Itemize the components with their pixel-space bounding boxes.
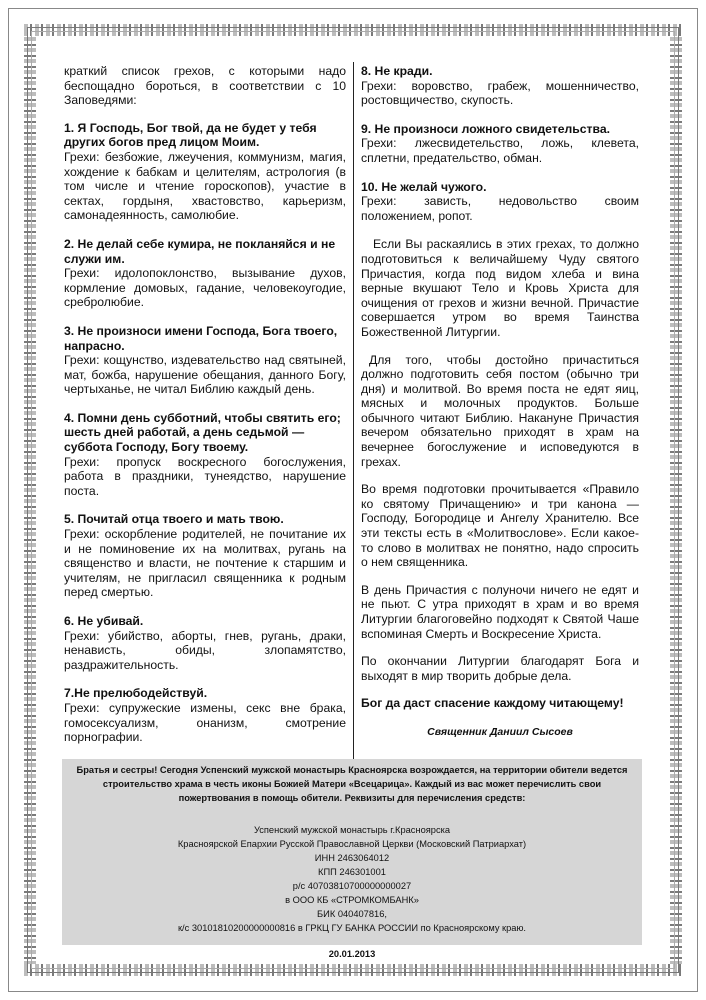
commandment-3-sins: Грехи: кощунство, издевательство над святыней, мат, божба, нарушение обещания, данного Богу, чертыханье, не читал Библию каждый день. xyxy=(64,353,346,397)
communion-paragraph: Если Вы раскаялись в этих грехах, то должно подготовиться к величайшему Чуду святого Причастия, когда под видом хлеба и вина верные вкушают Тело и Кровь Христа для очищения от грехов и жизни вечной. Причастие совершается утром во время Таинства Божественной Литургии. xyxy=(361,237,639,339)
commandment-6-heading: 6. Не убивай. xyxy=(64,614,144,628)
right-column xyxy=(361,64,639,740)
commandment-4-sins: Грехи: пропуск воскресного богослужения, работа в праздники, тунеядство, нарушение поста. xyxy=(64,454,346,498)
commandment-10-heading: 10. Не желай чужого. xyxy=(361,179,487,194)
donation-box xyxy=(62,759,642,959)
donation-appeal: Братья и сестры! Сегодня Успенский мужской монастырь Красноярска возрождается, на территории обители ведется строительство храма в честь иконы Божией Матери «Всецарица». Каждый из вас может перечислить свои пожертвования в помощь обители. Реквизиты для перечисления средств: xyxy=(76,765,628,803)
communion-day-paragraph: В день Причастия с полуночи ничего не едят и не пьют. С утра приходят в храм и во время Литургии благоговейно подходят к Святой Чаше вспоминая Смерть и Воскресение Христа. xyxy=(361,582,639,641)
commandment-6-sins: Грехи: убийство, аборты, гнев, ругань, драки, ненависть, обиды, злопамятство, раздражительность. xyxy=(64,628,346,672)
fasting-paragraph: Для того, чтобы достойно причаститься должно подготовить себя постом (обычно три дня) и молитвой. Во время поста не едят яиц, мясных и молочных продуктов. Больше обычного читают Библию. Накануне Причастия вечером обязательно приходят в храм на вечернее богослужение и исповедуются в грехах. xyxy=(361,352,639,469)
blessing-line: Бог да даст спасение каждому читающему! xyxy=(361,696,624,711)
left-column xyxy=(64,64,346,759)
requisite-line: к/с 30101810200000000816 в ГРКЦ ГУ БАНКА РОССИИ по Красноярскому краю. xyxy=(177,923,527,933)
column-divider xyxy=(353,62,354,760)
commandment-3-heading: 3. Не произноси имени Господа, Бога твоего, напрасно. xyxy=(64,323,338,353)
intro-text: краткий список грехов, с которыми надо беспощадно бороться, в соответствии с 10 Заповедями: xyxy=(64,64,346,108)
commandment-1-sins: Грехи: безбожие, лжеучения, коммунизм, магия, хождение к бабкам и целителям, астрология (в том числе и чтение гороскопов), участие в сектах, гордыня, хвастовство, карьеризм, самонадеянность, самолюбие. xyxy=(64,149,346,223)
requisite-line: БИК 040407816, xyxy=(317,909,387,919)
requisite-line: в ООО КБ «СТРОМКОМБАНК» xyxy=(285,895,419,905)
commandment-9-heading: 9. Не произноси ложного свидетельства. xyxy=(361,121,611,136)
commandment-4-heading: 4. Помни день субботний, чтобы святить его; шесть дней работай, а день седьмой — суббота Господу, Богу твоему. xyxy=(64,410,341,455)
commandment-5-sins: Грехи: оскорбление родителей, не почитание их и не поминовение их на молитвах, ругань на священство и власти, не почтение к старшим и учителям, не пригласил священника к родным перед смертью. xyxy=(64,527,346,600)
requisite-line: КПП 246301001 xyxy=(318,867,386,877)
requisite-line: ИНН 2463064012 xyxy=(314,853,390,863)
requisite-line: Красноярской Епархии Русской Православной Церкви (Московский Патриархат) xyxy=(177,839,527,849)
commandment-10-sins: Грехи: зависть, недовольство своим положением, ропот. xyxy=(361,194,639,223)
commandment-7-heading: 7.Не прелюбодействуй. xyxy=(64,686,208,701)
requisite-line: р/с 40703810700000000027 xyxy=(292,881,412,891)
requisite-line: Успенский мужской монастырь г.Красноярска xyxy=(253,825,451,835)
author-signature: Священник Даниил Сысоев xyxy=(427,725,573,738)
prayer-rule-paragraph: Во время подготовки прочитывается «Правило ко святому Причащению» и три канона — Господу, Богородице и Ангелу Хранителю. Все эти тексты есть в «Молитвослове». Если какое-то слово в молитвах не понятно, надо спросить о нем священника. xyxy=(361,482,639,570)
commandment-1-heading: 1. Я Господь, Бог твой, да не будет у тебя других богов пред лицом Моим. xyxy=(64,120,317,150)
commandment-8-sins: Грехи: воровство, грабеж, мошенничество, ростовщичество, скупость. xyxy=(361,78,639,108)
issue-date: 20.01.2013 xyxy=(328,949,376,959)
after-liturgy-paragraph: По окончании Литургии благодарят Бога и выходят в мир творить добрые дела. xyxy=(361,654,639,683)
commandment-7-sins: Грехи: супружеские измены, секс вне брака, гомосексуализм, онанизм, смотрение порнографии. xyxy=(64,700,346,745)
commandment-2-heading: 2. Не делай себе кумира, не покланяйся и не служи им. xyxy=(64,236,336,266)
commandment-9-sins: Грехи: лжесвидетельство, ложь, клевета, сплетни, предательство, обман. xyxy=(361,136,639,165)
bank-requisites xyxy=(68,823,636,935)
commandment-8-heading: 8. Не кради. xyxy=(361,64,433,78)
commandment-2-sins: Грехи: идолопоклонство, вызывание духов, кормление домовых, гадание, человекоугодие, сребролюбие. xyxy=(64,266,346,310)
commandment-5-heading: 5. Почитай отца твоего и мать твою. xyxy=(64,512,284,527)
